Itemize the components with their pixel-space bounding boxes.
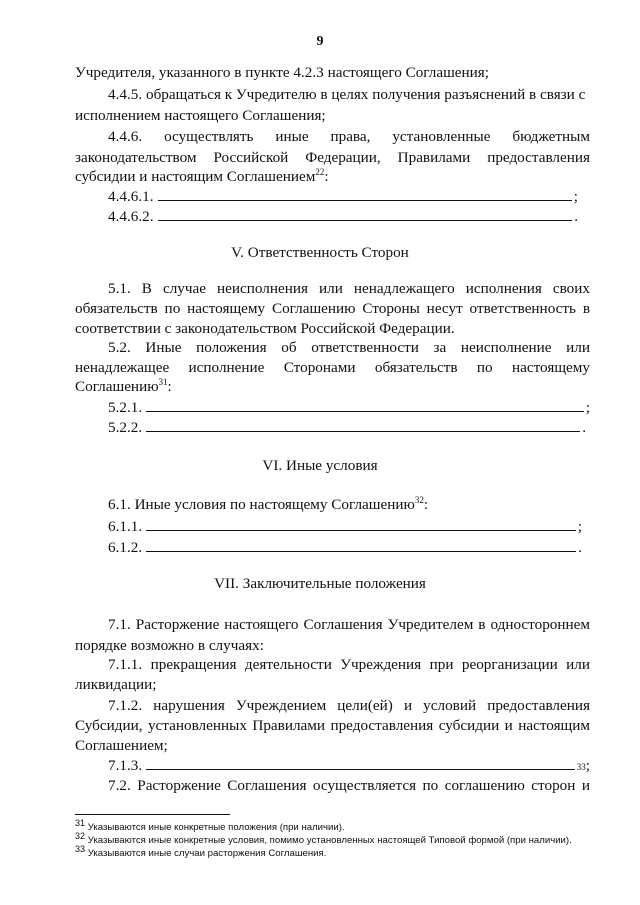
blank-underline	[146, 537, 576, 552]
field-label: 7.1.3.	[108, 757, 143, 774]
paragraph-line: законодательством Российской Федерации, Правилами предоставления	[75, 149, 590, 166]
section-heading: VII. Заключительные положения	[214, 575, 426, 592]
footnote-separator	[75, 814, 230, 815]
blank-field-line: 4.4.6.1. ;	[108, 188, 578, 205]
paragraph-line: соответствии с законодательством Российской Федерации.	[75, 320, 455, 337]
paragraph-line: Соглашением;	[75, 737, 168, 754]
paragraph-line: 7.1.1. прекращения деятельности Учреждения при реорганизации или	[108, 656, 590, 673]
blank-underline	[146, 516, 576, 531]
page-number: 9	[316, 34, 324, 49]
paragraph-line: 4.4.6. осуществлять иные права, установленные бюджетным	[108, 128, 590, 145]
blank-underline	[146, 755, 575, 770]
blank-field-line: 5.2.2. .	[108, 419, 586, 436]
footnote-ref: 32	[414, 494, 424, 505]
blank-underline	[146, 397, 584, 412]
paragraph-line: 7.1.2. нарушения Учреждением цели(ей) и условий предоставления	[108, 697, 590, 714]
paragraph-line: порядке возможно в случаях:	[75, 637, 264, 654]
footnote-ref: 31	[158, 376, 168, 387]
blank-field-line: 5.2.1. ;	[108, 399, 590, 416]
field-label: 4.4.6.2.	[108, 208, 154, 225]
footnote: $^{32}$ Указываются иные конкретные условия, помимо установленных настоящей Типовой формой (при наличии).	[75, 830, 572, 846]
paragraph-line: ненадлежащее исполнение Сторонами обязательств по настоящему	[75, 359, 590, 376]
blank-field-line: 6.1.1. ;	[108, 518, 582, 535]
footnote: $^{33}$ Указываются иные случаи расторжения Соглашения.	[75, 843, 327, 859]
paragraph-line: исполнением настоящего Соглашения;	[75, 107, 326, 124]
paragraph-line: 7.1. Расторжение настоящего Соглашения Учредителем в одностороннем	[108, 616, 590, 633]
field-label: 6.1.2.	[108, 539, 143, 556]
blank-underline	[158, 186, 572, 201]
paragraph-line: 6.1. Иные условия по настоящему Соглашению$^{32}$:	[108, 494, 429, 513]
paragraph-line: 5.2. Иные положения об ответственности за неисполнение или	[108, 339, 590, 356]
paragraph-line: 4.4.5. обращаться к Учредителю в целях получения разъяснений в связи с	[108, 86, 586, 103]
section-heading: VI. Иные условия	[262, 457, 378, 474]
paragraph-line: 5.1. В случае неисполнения или ненадлежащего исполнения своих	[108, 280, 590, 297]
blank-field-line: 4.4.6.2. .	[108, 208, 578, 225]
paragraph-line: Учредителя, указанного в пункте 4.2.3 настоящего Соглашения;	[75, 64, 489, 81]
paragraph-line: 7.2. Расторжение Соглашения осуществляется по соглашению сторон и	[108, 777, 590, 794]
paragraph-line: субсидии и настоящим Соглашением$^{22}$:	[75, 166, 329, 185]
field-label: 6.1.1.	[108, 518, 143, 535]
blank-underline	[158, 206, 573, 221]
footnote-ref: 22	[315, 166, 325, 177]
footnote: $^{31}$ Указываются иные конкретные положения (при наличии).	[75, 817, 345, 833]
field-label: 5.2.2.	[108, 419, 143, 436]
blank-field-line: 7.1.3. 33 ;	[108, 757, 590, 774]
blank-field-line: 6.1.2. .	[108, 539, 582, 556]
field-label: 4.4.6.1.	[108, 188, 154, 205]
paragraph-line: Субсидии, установленных Правилами предоставления субсидии и настоящим	[75, 717, 590, 734]
paragraph-line: Соглашению$^{31}$:	[75, 376, 172, 395]
paragraph-line: обязательств по настоящему Соглашению Стороны несут ответственность в	[75, 300, 590, 317]
paragraph-line: ликвидации;	[75, 676, 157, 693]
section-heading: V. Ответственность Сторон	[231, 244, 409, 261]
field-label: 5.2.1.	[108, 399, 143, 416]
blank-underline	[146, 417, 580, 432]
